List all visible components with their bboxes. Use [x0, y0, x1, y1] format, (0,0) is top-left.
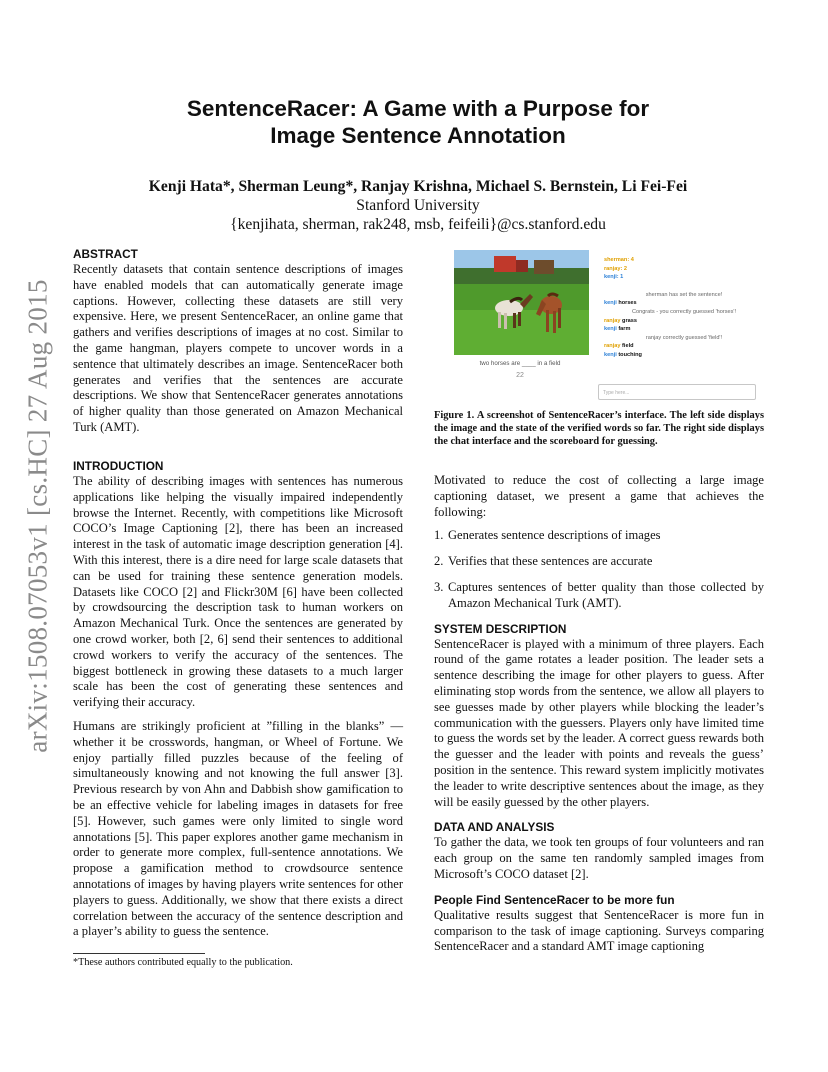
list-item: [434, 580, 764, 612]
author-block: [80, 177, 756, 234]
title-line-2: Image Sentence Annotation: [270, 123, 566, 148]
introduction-paragraph-2: Humans are strikingly proficient at ”filling in the blanks” — whether it be crosswords, hangman, or Wheel of Fortune. We enjoy partially filled puzzles because of the feeling of simultaneously knowing and not knowing the full answer [3]. Previous research by von Ahn and Dabbish show gamification to be an effective vehicle for labeling images in datasets for free [5]. However, such games were only limited to single word annotations [5]. This paper explores another game mechanism in order to generate more complex, full-sentence annotations. We propose a gamification method to crowdsource sentence annotations of images by having players write sentences for other players to guess. Additionally, we show that there exists a direct correlation between the accuracy of the sentence description and a player’s ability to guess the sentence.: [73, 718, 403, 939]
chat-username: kenji: [604, 351, 617, 358]
chat-text: grass: [622, 317, 637, 324]
left-column: [73, 247, 403, 436]
list-item: [434, 554, 764, 570]
introduction-paragraph-1: The ability of describing images with sentences has numerous applications like helping the visually impaired independently browse the Internet. Recently, with competitions like Microsoft COCO’s Image Captioning [2], there has been an increased interest in the task of automatic image description generation [4]. With this interest, there is a dire need for large scale datasets that can be used for training these sentence generation models. Datasets like COCO [2] and Flickr30M [6] have been collected by crowdsourcing the description task to human workers on Amazon Mechanical Turk. Once the sentences are generated by one crowd worker, both [2, 6] send their sentences to additional crowd workers to verify the accuracy of the sentences. The biggest bottleneck in growing these datasets to a much larger scale has been the cost of generating these sentences and verifying their accuracy.: [73, 474, 403, 710]
score-entry: kenji: 1: [604, 274, 624, 281]
fun-subheading: People Find SentenceRacer to be more fun: [434, 892, 675, 907]
list-item-text: Generates sentence descriptions of images: [448, 528, 661, 543]
figure-1-caption: Figure 1. A screenshot of SentenceRacer’s interface. The left side displays the image and the state of the verified words so far. The right side displays the chat interface and the scoreboard for guessing.: [434, 410, 764, 447]
arxiv-identifier: [18, 268, 58, 763]
scoreboard: [604, 256, 764, 282]
list-item-text: Captures sentences of better quality than those collected by Amazon Mechanical Turk (AMT).: [448, 579, 764, 610]
chat-system-message: sherman has set the sentence!: [645, 291, 723, 298]
system-description-text: SentenceRacer is played with a minimum of three players. Each round of the game rotates a leader position. The leader sets a sentence describing the image for other players to guess. After eliminating stop words from the sentence, we allow all players to see guesses made by other players while blocking the leader’s communication with the guessers. Players only have limited time to guess the words set by the leader. A correct guess rewards both the guesser and the leader with points and reveals the guess’ position in the sentence. This reward system implicitly motivates the leader to write descriptive sentences about the image, as they will be easily guessed by the other players.: [434, 636, 764, 809]
score-entry: sherman: 4: [604, 257, 634, 263]
data-analysis-text: To gather the data, we took ten groups of four volunteers and ran each group on the same ten randomly sampled images from Microsoft’s COCO dataset [2].: [434, 835, 764, 881]
introduction-section: [73, 459, 403, 940]
chat-message: [604, 325, 764, 334]
goals-list: [434, 528, 764, 611]
abstract-text: Recently datasets that contain sentence descriptions of images have enabled models that can automatically generate image captions. However, collecting these datasets are still very expensive. Here, we present SentenceRacer, an online game that gathers and verifies descriptions of images at no cost. Similar to the game hangman, players compete to uncover words in a sentence that ultimately describes an image. SentenceRacer both generates and verifies that the sentences are accurate descriptions. We show that SentenceRacer generates annotations of higher quality than those generated on Amazon Mechanical Turk (AMT).: [73, 262, 403, 434]
motivation-paragraph: Motivated to reduce the cost of collecting a large image captioning dataset, we present a game that achieves the following:: [434, 473, 764, 519]
horses-photo-illustration: [454, 250, 589, 355]
round-timer: 22: [516, 372, 524, 379]
right-column: [434, 473, 764, 955]
chat-text: field: [622, 343, 634, 350]
figure-1: [440, 250, 766, 405]
introduction-heading: INTRODUCTION: [73, 459, 164, 473]
chat-username: ranjay: [604, 343, 621, 350]
author-names: Kenji Hata*, Sherman Leung*, Ranjay Krishna, Michael S. Bernstein, Li Fei-Fei: [148, 178, 688, 195]
chat-username: kenji: [604, 326, 617, 333]
chat-system-message: Congrats - you correctly guessed 'horses'!: [631, 308, 737, 315]
chat-username: kenji: [604, 300, 617, 307]
paper-title: [100, 95, 736, 149]
data-analysis-heading: DATA AND ANALYSIS: [434, 820, 555, 835]
list-number: 3.: [434, 579, 444, 594]
chat-text: touching: [618, 351, 642, 358]
chat-panel: [604, 256, 764, 360]
list-item: [434, 528, 764, 544]
chat-text: horses: [618, 300, 637, 307]
fun-text: Qualitative results suggest that SentenceRacer is more fun in comparison to the task of image captioning. Surveys comparing SentenceRacer and a standard AMT image captioning: [434, 907, 764, 954]
author-emails: {kenjihata, sherman, rak248, msb, feifeili}@cs.stanford.edu: [230, 216, 606, 233]
chat-message: [604, 317, 764, 326]
chat-system-message: ranjay correctly guessed 'field'!: [645, 334, 723, 341]
abstract-heading: ABSTRACT: [73, 247, 138, 261]
list-item-text: Verifies that these sentences are accurate: [448, 554, 653, 569]
chat-message: [604, 342, 764, 351]
chat-username: ranjay: [604, 317, 621, 324]
title-line-1: SentenceRacer: A Game with a Purpose for: [186, 96, 650, 121]
score-entry: ranjay: 2: [604, 265, 628, 272]
horses-photo: [454, 250, 589, 355]
blank-sentence: two horses are ____ in a field: [479, 360, 561, 367]
system-description-heading: SYSTEM DESCRIPTION: [434, 621, 567, 636]
chat-message: [604, 351, 764, 360]
chat-text: farm: [618, 326, 631, 333]
chat-input[interactable]: Type here...: [598, 384, 756, 400]
footnote-divider: [73, 953, 205, 954]
arxiv-identifier-text: arXiv:1508.07053v1 [cs.HC] 27 Aug 2015: [22, 278, 53, 753]
footnote: *These authors contributed equally to the publication.: [73, 957, 293, 968]
list-number: 1.: [434, 528, 444, 543]
list-number: 2.: [434, 554, 444, 569]
chat-message: [604, 299, 764, 308]
affiliation: Stanford University: [356, 197, 480, 214]
